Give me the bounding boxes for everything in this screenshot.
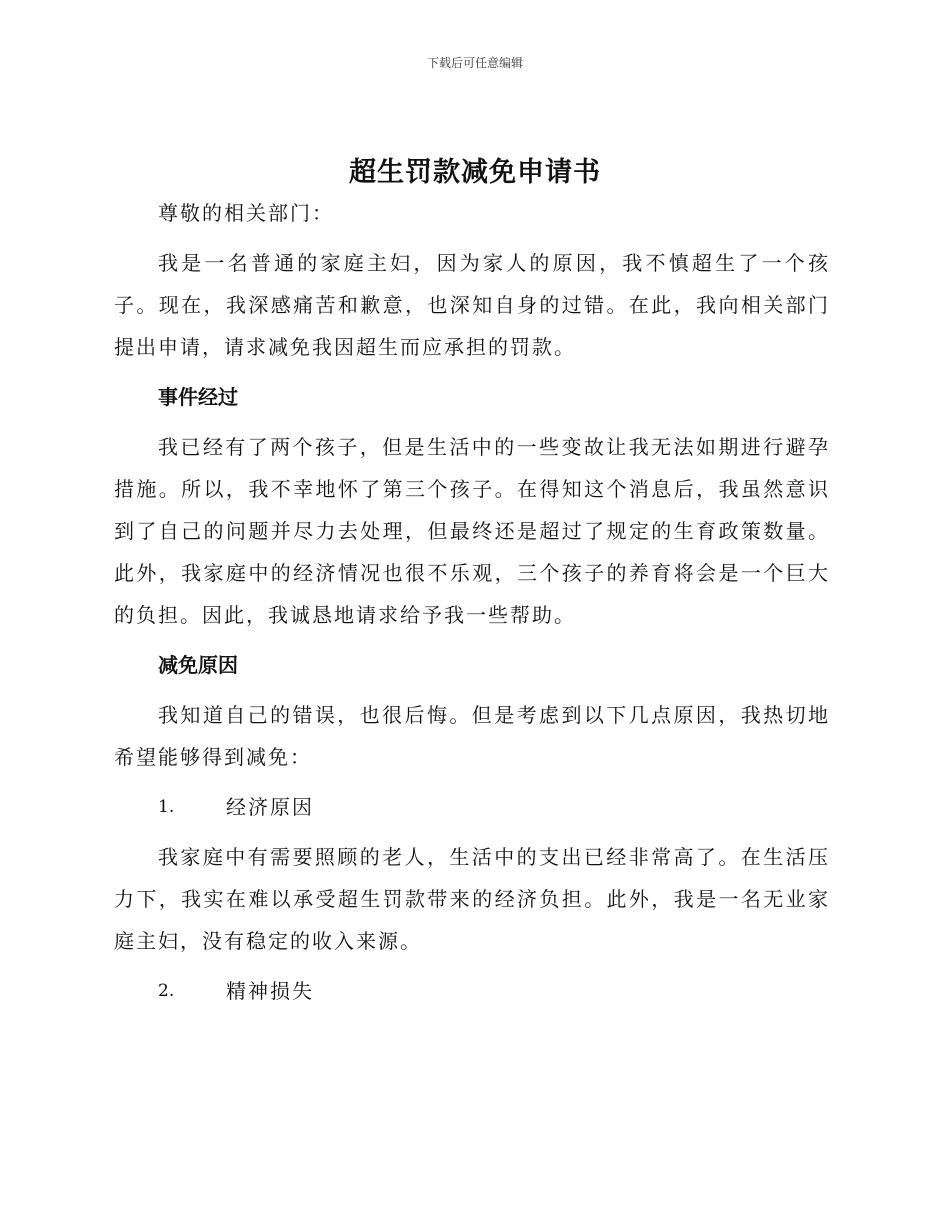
list-number: 1. xyxy=(158,797,175,817)
list-item-mental xyxy=(114,970,830,1012)
header-note: 下载后可任意编辑 xyxy=(426,56,523,70)
salutation: 尊敬的相关部门： xyxy=(158,201,334,225)
list-label: 经济原因 xyxy=(226,795,314,819)
list-label: 精神损失 xyxy=(226,979,314,1003)
intro-paragraph: 我是一名普通的家庭主妇，因为家人的原因，我不慎超生了一个孩子。现在，我深感痛苦和歉意，也深知自身的过错。在此，我向相关部门提出申请，请求减免我因超生而应承担的罚款。 xyxy=(114,251,830,359)
events-paragraph: 我已经有了两个孩子，但是生活中的一些变故让我无法如期进行避孕措施。所以，我不幸地怀了第三个孩子。在得知这个消息后，我虽然意识到了自己的问题并尽力去处理，但最终还是超过了规定的生育政策数量。此外，我家庭中的经济情况也很不乐观，三个孩子的养育将会是一个巨大的负担。因此，我诚恳地请求给予我一些帮助。 xyxy=(114,435,830,627)
economic-paragraph: 我家庭中有需要照顾的老人，生活中的支出已经非常高了。在生活压力下，我实在难以承受超生罚款带来的经济负担。此外，我是一名无业家庭主妇，没有稳定的收入来源。 xyxy=(114,845,830,953)
document-title: 超生罚款减免申请书 xyxy=(349,157,601,188)
reasons-paragraph: 我知道自己的错误，也很后悔。但是考虑到以下几点原因，我热切地希望能够得到减免： xyxy=(114,703,830,769)
list-number: 2. xyxy=(158,981,175,1001)
section-heading-events: 事件经过 xyxy=(158,385,238,409)
list-item-economic xyxy=(114,786,830,828)
section-heading-reasons: 减免原因 xyxy=(158,653,238,677)
document-body xyxy=(114,192,830,1020)
